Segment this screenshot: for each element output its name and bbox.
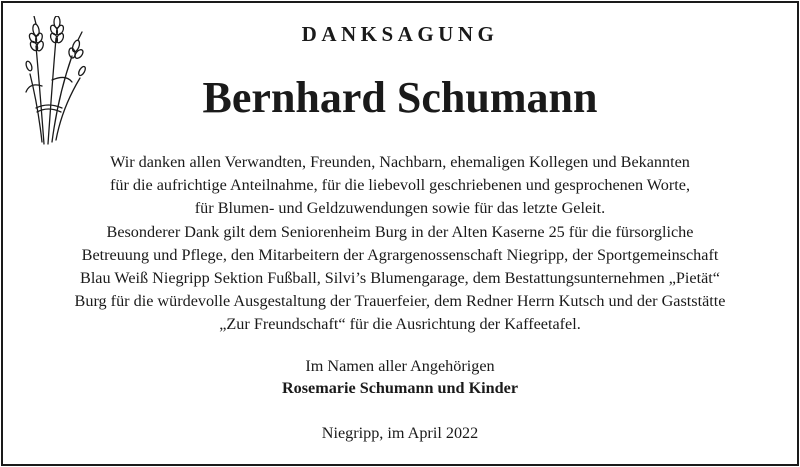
thanks-line: Blau Weiß Niegripp Sektion Fußball, Silvi’s Blumengarage, dem Bestattungsunternehmen „Pietät“ [80,269,720,288]
thanks-line: Burg für die würdevolle Ausgestaltung der Trauerfeier, dem Redner Herrn Kutsch und der Gaststätte [74,292,726,311]
thanks-line: Betreuung und Pflege, den Mitarbeitern der Agrargenossenschaft Niegripp, der Sportgemeinschaft [81,245,719,264]
closing-block [0,355,800,399]
signers: Rosemarie Schumann und Kinder [281,379,519,397]
notice-heading: DANKSAGUNG [301,22,499,46]
thanks-line: Wir danken allen Verwandten, Freunden, Nachbarn, ehemaligen Kollegen und Bekannten [110,153,690,171]
closing-line: Im Namen aller Angehörigen [305,357,495,375]
thanks-line: Besonderer Dank gilt dem Seniorenheim Burg in der Alten Kaserne 25 für die fürsorgliche [106,222,694,241]
place-date: Niegripp, im April 2022 [321,424,479,442]
thanks-text [0,151,800,337]
deceased-name: Bernhard Schumann [202,73,598,122]
thanks-line: für Blumen- und Geldzuwendungen sowie für das letzte Geleit. [194,199,606,218]
thanks-line: für die aufrichtige Anteilnahme, für die liebevoll geschriebenen und gesprochenen Worte, [109,176,691,195]
thanks-line: „Zur Freundschaft“ für die Ausrichtung der Kaffeetafel. [219,315,581,334]
